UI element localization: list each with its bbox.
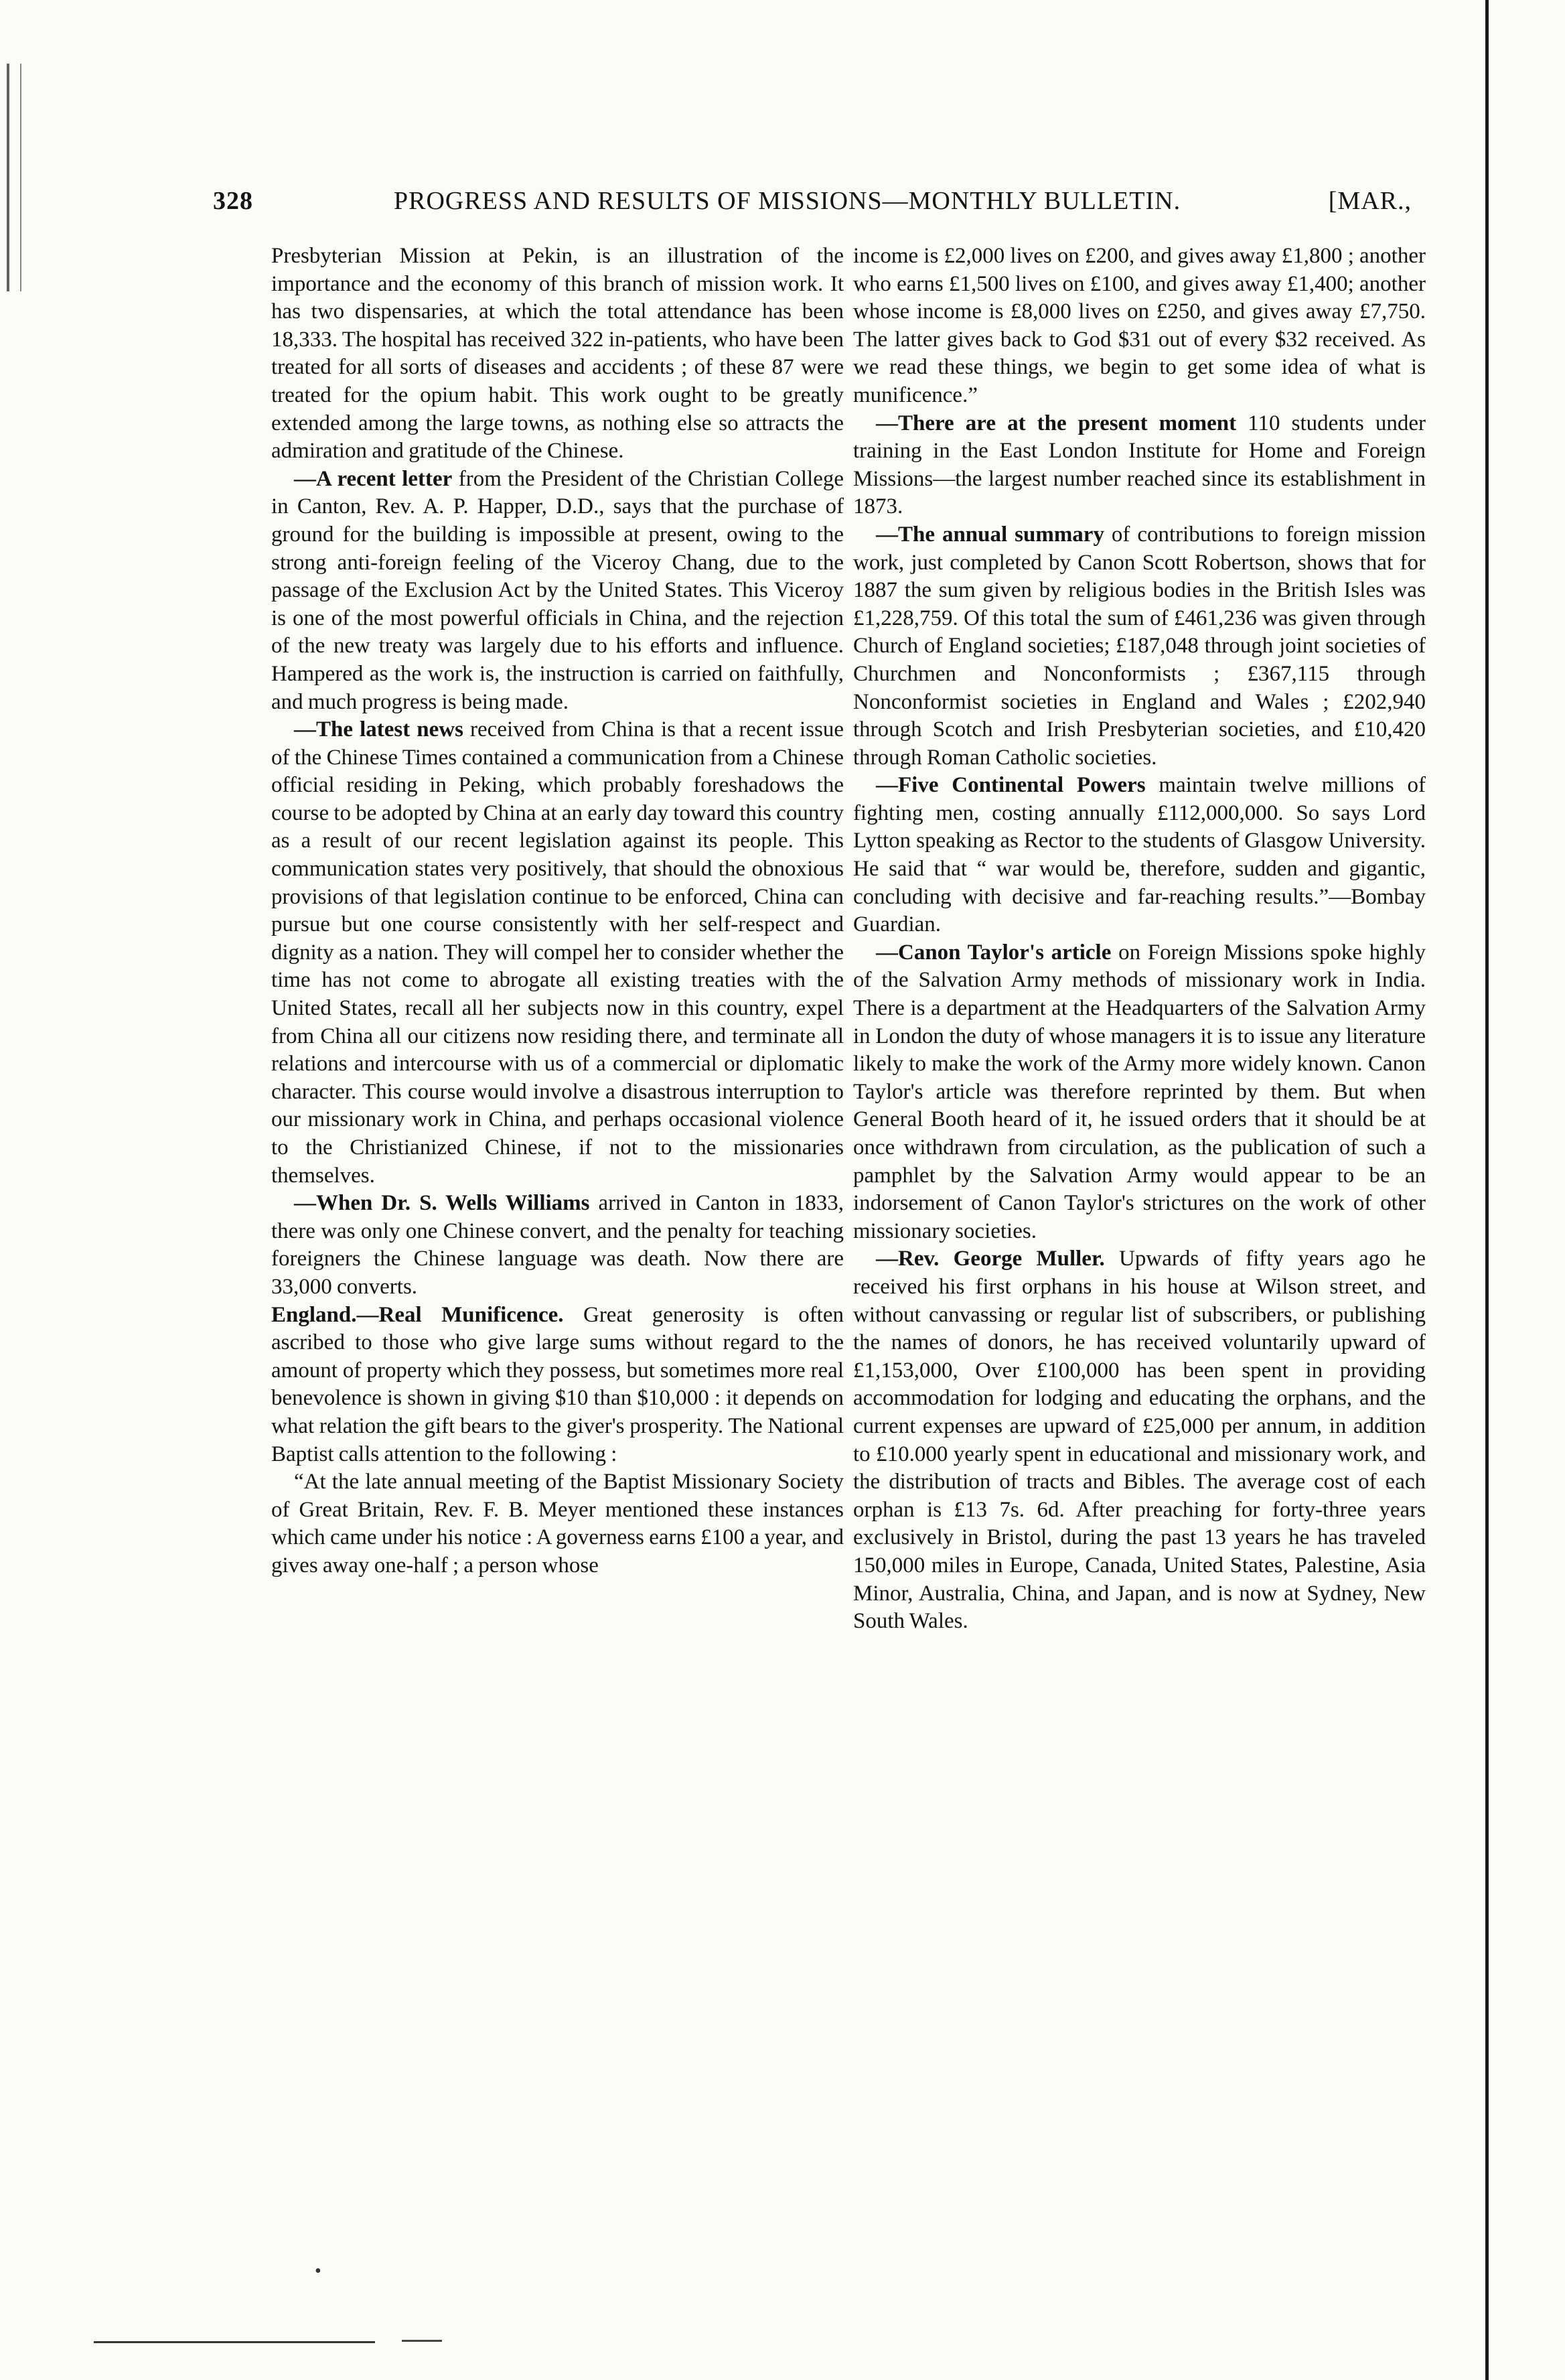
paragraph-text: Upwards of fifty years ago he received his first orphans in his house at Wilson street, and without canvassing or regular list of subscribers, or publishing the names of donors, he has received voluntarily upward of £1,153,000, Over £100,000 has been spent in providing accommodation for lodging and educating the orphans, and the current expenses are upward of £25,000 per annum, in addition to £10.000 yearly spent in educational and missionary work, and the distribution of tracts and Bibles. The average cost of each orphan is £13 7s. 6d. After preaching for forty-three years exclusively in Bristol, during the past 13 years he has traveled 150,000 miles in Europe, Canada, United States, Palestine, Asia Minor, Australia, China, and Japan, and is now at Sydney, New South Wales.	[853, 1247, 1426, 1634]
paragraph-lead: —There are at the present moment	[876, 411, 1237, 435]
paragraph	[853, 242, 1426, 410]
paragraph	[271, 466, 844, 716]
month-label: [MAR.,	[1328, 187, 1412, 215]
paragraph	[271, 242, 844, 466]
right-column	[853, 242, 1426, 1636]
paragraph	[853, 939, 1426, 1246]
paragraph	[271, 1190, 844, 1301]
paragraph-text: Great generosity is often ascribed to those who give large sums without regard to the amount of property which they possess, but sometimes more real benevolence is shown in giving $10 than $10,000 : it depends on what relation the gift bears to the giver's prosperity. The National Baptist calls attention to the following :	[271, 1302, 844, 1466]
paragraph	[853, 1245, 1426, 1635]
paragraph-lead: England.—Real Munificence.	[271, 1302, 564, 1327]
page-number: 328	[213, 187, 253, 215]
paragraph-text: from the President of the Christian College in Canton, Rev. A. P. Happer, D.D., says that the purchase of ground for the building is impossible at present, owing to the strong anti-foreign feeling of the Viceroy Chang, due to the passage of the Exclusion Act by the United States. This Viceroy is one of the most powerful officials in China, and the rejection of the new treaty was largely due to his efforts and influence. Hampered as the work is, the instruction is carried on faithfully, and much progress is being made.	[271, 466, 844, 714]
paragraph-lead: —The annual summary	[876, 522, 1104, 547]
paragraph-text: maintain twelve millions of fighting men, costing annually £112,000,000. So says Lord Lytton speaking as Rector to the students of Glasgow University. He said that “ war would be, therefore, sudden and gigantic, concluding with decisive and far-reaching results.”—Bombay Guardian.	[853, 773, 1426, 937]
stray-mark: •	[315, 2261, 321, 2282]
paragraph-lead: —Five Continental Powers	[876, 773, 1146, 798]
paragraph	[271, 1468, 844, 1580]
paragraph-text: on Foreign Missions spoke highly of the Salvation Army methods of missionary work in India. There is a department at the Headquarters of the Salvation Army in London the duty of whose managers it is to issue any literature likely to make the work of the Army more widely known. Canon Taylor's article was therefore reprinted by them. But when General Booth heard of it, he issued orders that it should be at once withdrawn from circulation, as the publication of such a pamphlet by the Salvation Army would appear to be an indorsement of Canon Taylor's strictures on the work of other missionary societies.	[853, 940, 1426, 1243]
paragraph-text: of contributions to foreign mission work, just completed by Canon Scott Robertson, shows that for 1887 the sum given by religious bodies in the British Isles was £1,228,759. Of this total the sum of £461,236 was given through Church of England societies; £187,048 through joint societies of Churchmen and Nonconformists ; £367,115 through Nonconformist societies in England and Wales ; £202,940 through Scotch and Irish Presbyterian societies, and £10,420 through Roman Catholic societies.	[853, 522, 1426, 770]
paragraph-text: “At the late annual meeting of the Baptist Missionary Society of Great Britain, Rev. F. B. Meyer mentioned these instances which came under his notice : A governess earns £100 a year, and gives away one-half ; a person whose	[271, 1470, 844, 1578]
paragraph-lead: —When Dr. S. Wells Williams	[294, 1191, 590, 1216]
left-column	[271, 242, 844, 1580]
paragraph-lead: —A recent letter	[294, 466, 453, 491]
paragraph	[853, 772, 1426, 939]
page-edge-right	[1485, 0, 1489, 2380]
paragraph-text: income is £2,000 lives on £200, and gives away £1,800 ; another who earns £1,500 lives on £100, and gives away £1,400; another whose income is £8,000 lives on £250, and gives away £7,750. The latter gives back to God $31 out of every $32 received. As we read these things, we begin to get some idea of what is munificence.”	[853, 244, 1426, 407]
footer-dash	[402, 2340, 442, 2342]
paragraph-text: received from China is that a recent issue of the Chinese Times contained a communication from a Chinese official residing in Peking, which probably foreshadows the course to be adopted by China at an early day toward this country as a result of our recent legislation against its people. This communication states very positively, that should the obnoxious provisions of that legislation continue to be enforced, China can pursue but one course consistently with her self-respect and dignity as a nation. They will compel her to consider whether the time has not come to abrogate all existing treaties with the United States, recall all her subjects now in this country, expel from China all our citizens now residing there, and terminate all relations and intercourse with us of a commercial or diplomatic character. This course would involve a disastrous interruption to our missionary work in China, and perhaps occasional violence to the Christianized Chinese, if not to the missionaries themselves.	[271, 717, 844, 1188]
running-title: PROGRESS AND RESULTS OF MISSIONS—MONTHLY BULLETIN.	[394, 187, 1181, 215]
footer-rule	[94, 2341, 375, 2343]
paragraph	[853, 410, 1426, 521]
page-edge-left	[7, 64, 21, 291]
paragraph-lead: —Canon Taylor's article	[876, 940, 1112, 965]
paragraph	[271, 716, 844, 1190]
paragraph-lead: —The latest news	[294, 717, 463, 742]
running-header	[213, 186, 1412, 226]
paragraph-text: Presbyterian Mission at Pekin, is an illustration of the importance and the economy of this branch of mission work. It has two dispensaries, at which the total attendance has been 18,333. The hospital has received 322 in-patients, who have been treated for all sorts of diseases and accidents ; of these 87 were treated for the opium habit. This work ought to be greatly extended among the large towns, as nothing else so attracts the admiration and gratitude of the Chinese.	[271, 244, 844, 464]
paragraph	[853, 521, 1426, 772]
paragraph-text: 110 students under training in the East London Institute for Home and Foreign Missions—the largest number reached since its establishment in 1873.	[853, 411, 1426, 519]
paragraph-lead: —Rev. George Muller.	[876, 1247, 1105, 1271]
paragraph-text: arrived in Canton in 1833, there was only one Chinese convert, and the penalty for teaching foreigners the Chinese language was death. Now there are 33,000 converts.	[271, 1191, 844, 1299]
paragraph	[271, 1302, 844, 1469]
